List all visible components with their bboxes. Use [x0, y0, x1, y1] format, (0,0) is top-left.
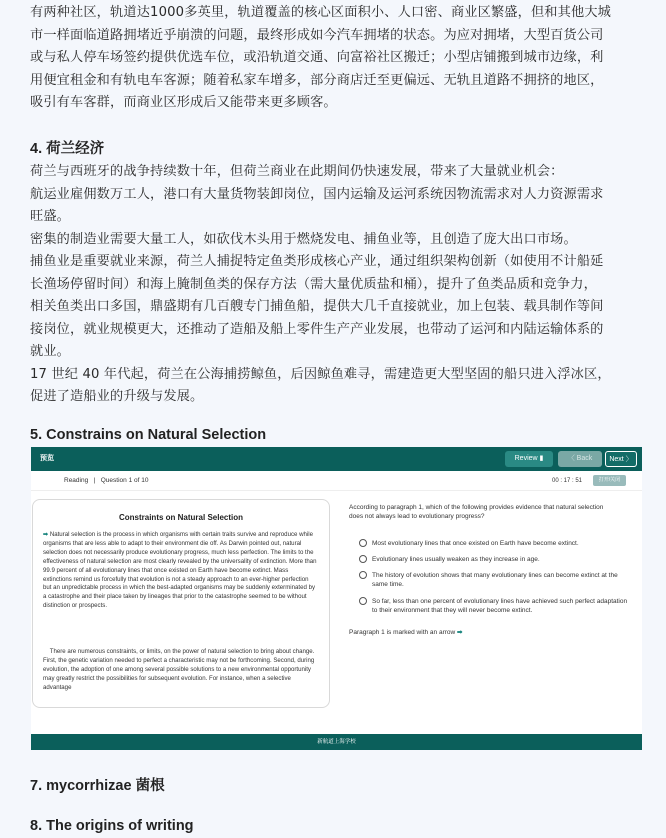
timer: 00 : 17 : 51: [552, 478, 583, 484]
passage-title: Constraints on Natural Selection: [118, 513, 244, 522]
paragraph-text: There are numerous constraints, or limits, on the power of natural selection to bring about change. First, the genetic variation needed to perfect a characteristic may not be forthcoming. Second, during evolution, the adoption of one among several possible solutions to a new environmental opportunity may greatly restrict the possibilities for subsequent evolution. For instance, when a selective advantage: [43, 648, 315, 691]
passage-paragraph: [43, 648, 318, 693]
reading-label: Reading: [64, 477, 89, 484]
paragraph-text: Natural selection is the process in which organisms with certain traits survive and reproduce while organisms that are less able to adapt to their environment die off. As Darwin pointed out, natural selection does not necessarily produce evolutionary progress, much less perfection. The limits to the effectiveness of natural selection are most clearly revealed by the universality of extinction. More than 99.9 percent of all evolutionary lines that once existed on Earth have become extinct. Mass extinctions remind us forcefully that evolution is not a steady approach to an ever-higher perfection but an unpredictable process in which the best-adapted organisms may be suddenly exterminated by a catastrophe and their place taken by lineages that prior to the catastrophe seemed to be without distinction or prospects.: [43, 531, 317, 610]
footer-bar: 新航道上海学校: [31, 734, 642, 750]
text-line: 密集的制造业需要大量工人，如砍伐木头用于燃烧发电、捕鱼业等，且创造了庞大出口市场。: [30, 231, 577, 247]
topbar-title: 预览: [40, 455, 54, 462]
text-line: 就业。: [30, 344, 71, 359]
status-text: Reading | Question 1 of 10: [64, 477, 149, 484]
text-line: 接岗位，就业规模更大，还推动了造船及船上零件生产产业发展，也带动了运河和内陆运输体系的: [30, 321, 604, 337]
text-line: 或与私人停车场签约提供优选车位，或沿轨道交通、向富裕社区搬迁；小型店铺搬到城市边缘，利: [30, 50, 604, 65]
option-text: So far, less than one percent of evolutionary lines have achieved such perfect adaptation to their environment that they will never become extinct.: [372, 598, 628, 614]
section-heading: 8. The origins of writing: [30, 818, 194, 834]
note-text: Paragraph 1 is marked with an arrow: [349, 629, 456, 636]
option-text: Evolutionary lines usually weaken as they increase in age.: [372, 556, 540, 563]
radio-button[interactable]: [359, 539, 367, 547]
test-topbar: [31, 447, 642, 471]
text-line: 有两种社区，轨道达1000多英里，轨道覆盖的核心区面积小、人口密、商业区繁盛，但和其他大城: [30, 5, 611, 20]
text-line: 市一样面临道路拥堵近乎崩溃的问题，最终形成如今汽车拥堵的状态。为应对拥堵，大型百货公司: [30, 27, 604, 43]
text-line: 长渔场停留时间）和海上腌制鱼类的保存方法（需大量优质盐和桶），提升了鱼类品质和竞争力，: [30, 276, 597, 292]
section-heading: 5. Constrains on Natural Selection: [30, 427, 267, 443]
reading-passage-panel[interactable]: [32, 499, 330, 708]
question-counter: Question 1 of 10: [100, 477, 149, 484]
section-dutch-economy: [30, 137, 611, 409]
radio-button[interactable]: [359, 597, 367, 605]
text-line: 吸引有车客群，而商业区形成后又能带来更多顾客。: [30, 95, 337, 110]
text-line: 17 世纪 40 年代起，荷兰在公海捕捞鲸鱼，后因鲸鱼难寻，需建造更大型坚固的船只进入浮冰区，: [30, 366, 611, 382]
text-line: 航运业雇佣数万工人，港口有大量货物装卸岗位，国内运输及运河系统因物流需求对人力资源需求: [30, 186, 604, 202]
arrow-icon: ➡: [457, 629, 463, 636]
review-button[interactable]: Review ▮: [505, 451, 553, 467]
embedded-test-screenshot: [31, 447, 642, 750]
passage-paragraph: [43, 531, 318, 611]
option-text: Most evolutionary lines that once existed on Earth have become extinct.: [372, 540, 579, 547]
question-text: According to paragraph 1, which of the following provides evidence that natural selection does not always lead to evolutionary progress?: [349, 504, 604, 520]
text-line: 捕鱼业是重要就业来源，荷兰人捕捉特定鱼类形成核心产业，通过组织架构创新（如使用不计船延: [30, 254, 604, 269]
radio-button[interactable]: [359, 555, 367, 563]
back-button[interactable]: 〈 Back: [558, 451, 602, 467]
text-line: 用便宜租金和有轨电车客源；随着私家车增多，部分商店迁至更偏远、无轨且道路不拥挤的地区，: [30, 72, 604, 88]
section-heading: 4. 荷兰经济: [30, 141, 105, 157]
text-line: 荷兰与西班牙的战争持续数十年，但荷兰商业在此期间仍快速发展，带来了大量就业机会：: [30, 164, 564, 179]
hide-timer-button[interactable]: 打开/关闭: [593, 475, 626, 486]
section-heading: 7. mycorrhizae 菌根: [30, 778, 165, 794]
text-line: 促进了造船业的升级与发展。: [30, 389, 204, 404]
text-line: 相关鱼类出口多国，鼎盛期有几百艘专门捕鱼船，提供大几千直接就业，加上包装、载具制作等间: [30, 299, 604, 314]
text-line: 旺盛。: [30, 209, 71, 224]
radio-button[interactable]: [359, 571, 367, 579]
next-button[interactable]: Next 〉: [605, 451, 637, 467]
intro-paragraph: [30, 2, 611, 115]
arrow-icon: ➡: [43, 531, 49, 538]
option-text: The history of evolution shows that many evolutionary lines can become extinct at the same time.: [372, 572, 618, 588]
paragraph-note: [349, 628, 462, 636]
question-status-bar: [31, 471, 642, 491]
